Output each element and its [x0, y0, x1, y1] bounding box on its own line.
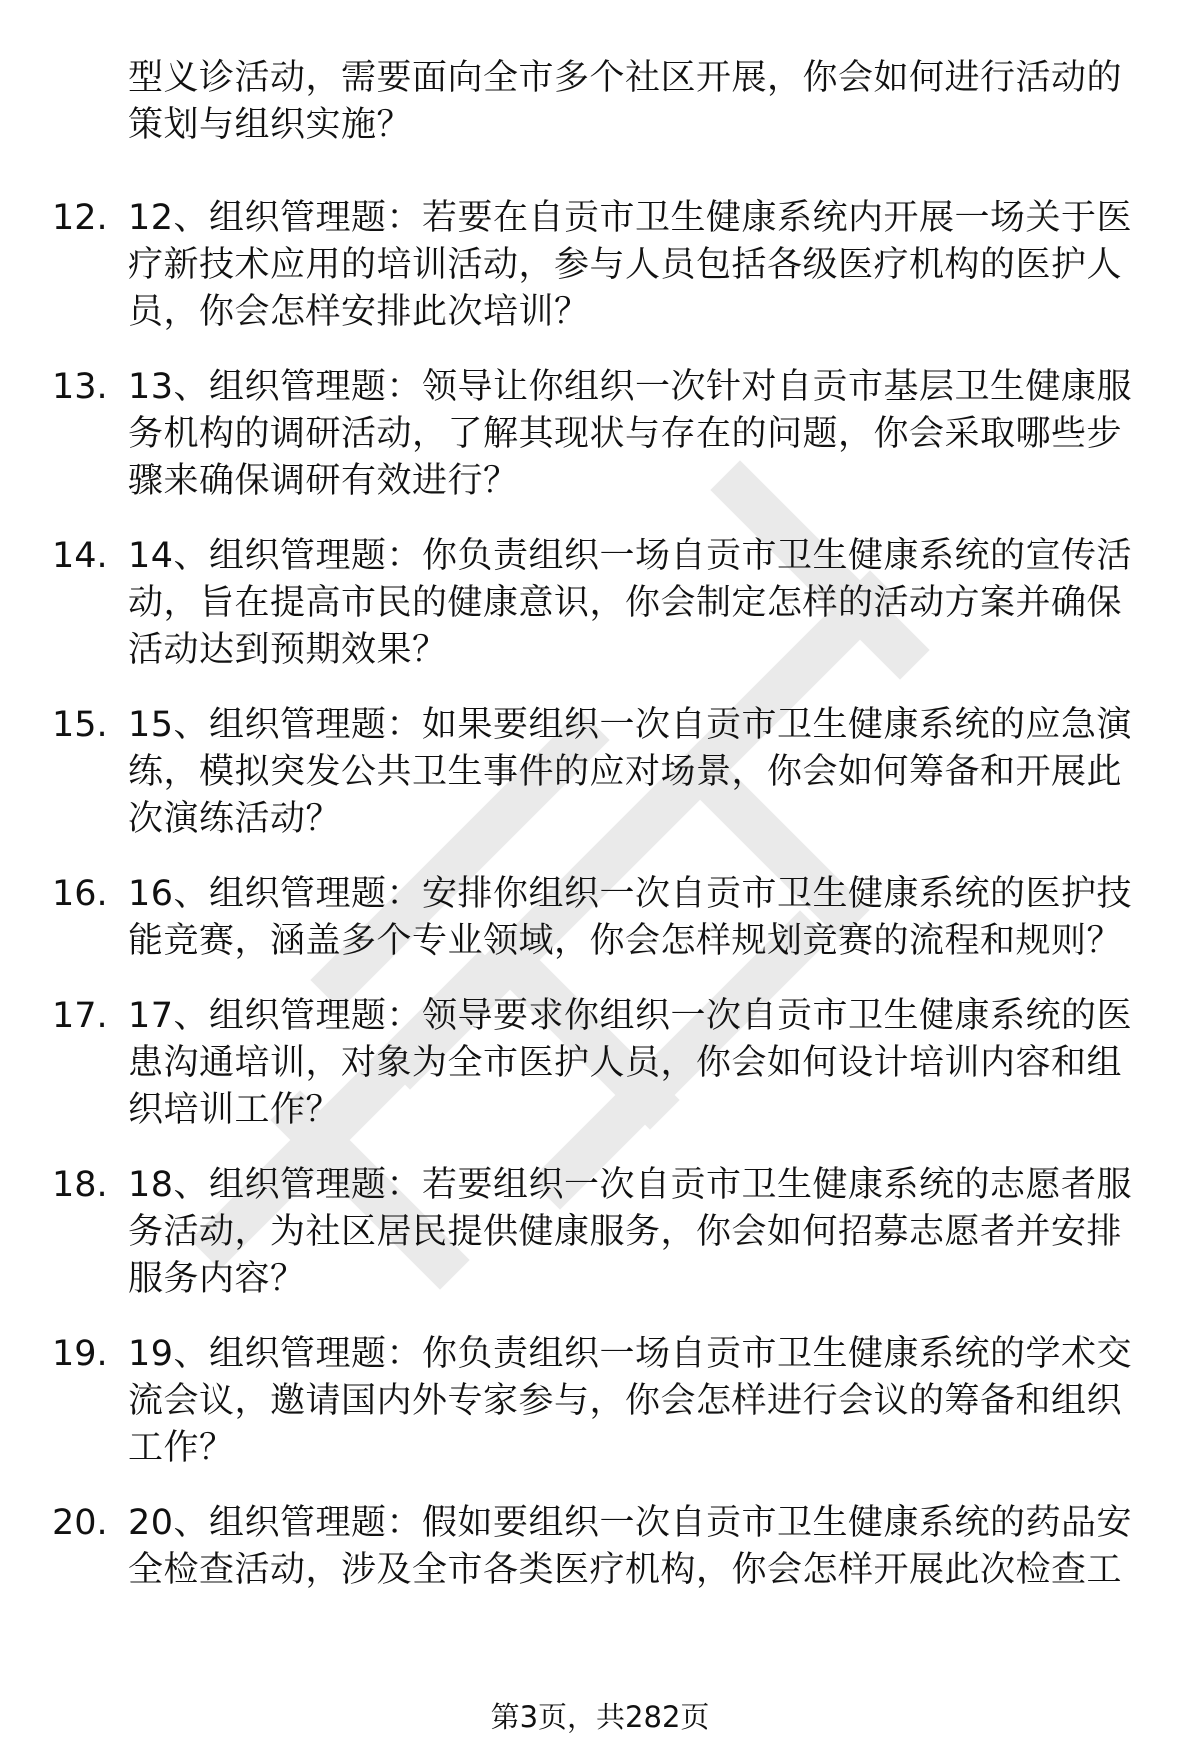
- question-number: 18.: [52, 1165, 108, 1205]
- question-item-18: [0, 1162, 1200, 1331]
- question-number: 14.: [52, 536, 108, 576]
- question-item-13: [0, 364, 1200, 533]
- question-number: 13.: [52, 367, 108, 407]
- question-text: 15、组织管理题：如果要组织一次自贡市卫生健康系统的应急演练，模拟突发公共卫生事件的应对场景，你会如何筹备和开展此次演练活动？: [128, 705, 1133, 839]
- question-number: 19.: [52, 1334, 108, 1374]
- question-text: 17、组织管理题：领导要求你组织一次自贡市卫生健康系统的医患沟通培训，对象为全市医护人员，你会如何设计培训内容和组织培训工作？: [128, 996, 1133, 1130]
- question-text: 16、组织管理题：安排你组织一次自贡市卫生健康系统的医护技能竞赛，涵盖多个专业领域，你会怎样规划竞赛的流程和规则？: [128, 874, 1133, 961]
- page-footer: 第3页，共282页: [490, 1700, 710, 1734]
- question-item-17: [0, 993, 1200, 1162]
- question-item-20: [0, 1500, 1200, 1622]
- question-item-12: [0, 195, 1200, 364]
- question-number: 20.: [52, 1503, 108, 1543]
- question-item-16: [0, 871, 1200, 993]
- continued-question-text: 型义诊活动，需要面向全市多个社区开展，你会如何进行活动的策划与组织实施？: [128, 58, 1123, 145]
- question-number: 15.: [52, 705, 108, 745]
- question-number: 16.: [52, 874, 108, 914]
- question-list: [0, 195, 1200, 1622]
- question-text: 18、组织管理题：若要组织一次自贡市卫生健康系统的志愿者服务活动，为社区居民提供健康服务，你会如何招募志愿者并安排服务内容？: [128, 1165, 1133, 1299]
- question-item-14: [0, 533, 1200, 702]
- question-text: 12、组织管理题：若要在自贡市卫生健康系统内开展一场关于医疗新技术应用的培训活动，参与人员包括各级医疗机构的医护人员，你会怎样安排此次培训？: [128, 198, 1133, 332]
- question-item-15: [0, 702, 1200, 871]
- question-text: 13、组织管理题：领导让你组织一次针对自贡市基层卫生健康服务机构的调研活动，了解其现状与存在的问题，你会采取哪些步骤来确保调研有效进行？: [128, 367, 1133, 501]
- question-text: 19、组织管理题：你负责组织一场自贡市卫生健康系统的学术交流会议，邀请国内外专家参与，你会怎样进行会议的筹备和组织工作？: [128, 1334, 1133, 1468]
- question-number: 17.: [52, 996, 108, 1036]
- question-item-19: [0, 1331, 1200, 1500]
- question-text: 20、组织管理题：假如要组织一次自贡市卫生健康系统的药品安全检查活动，涉及全市各类医疗机构，你会怎样开展此次检查工: [128, 1503, 1133, 1590]
- question-number: 12.: [52, 198, 108, 238]
- question-text: 14、组织管理题：你负责组织一场自贡市卫生健康系统的宣传活动，旨在提高市民的健康意识，你会制定怎样的活动方案并确保活动达到预期效果？: [128, 536, 1133, 670]
